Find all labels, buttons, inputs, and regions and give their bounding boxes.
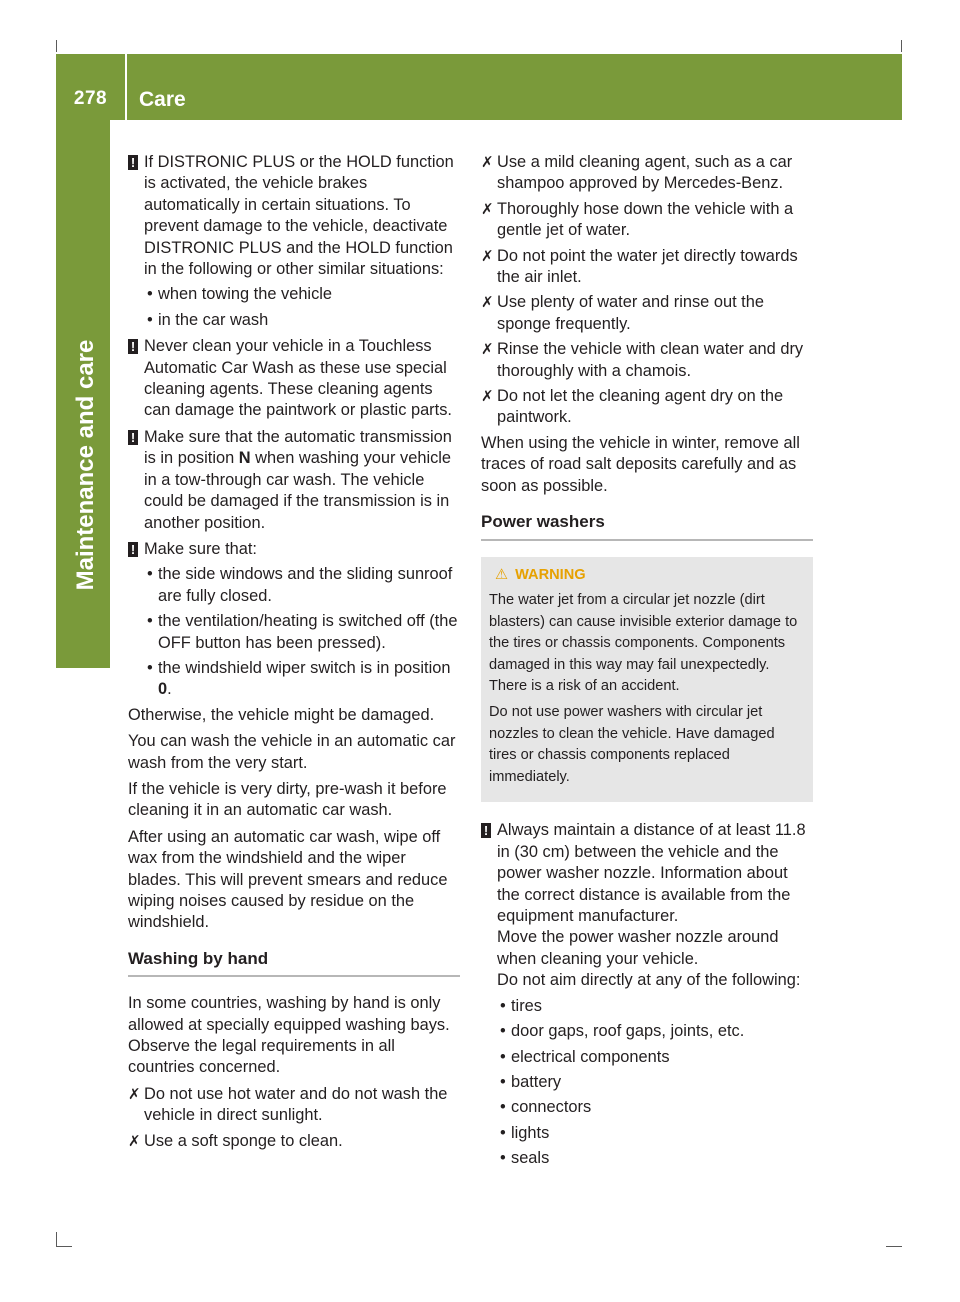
text-run: . (167, 680, 172, 699)
list-item: • when towing the vehicle (144, 284, 460, 305)
note-text: Never clean your vehicle in a Touchless Automatic Car Wash as these use special cleaning agents. These cleaning agents can damage the paintwork or plastic parts. (144, 337, 452, 420)
switch-position: 0 (158, 680, 168, 699)
warning-triangle-icon: ⚠ (495, 566, 509, 583)
section-heading: Washing by hand (128, 948, 460, 977)
step-text: Thoroughly hose down the vehicle with a gentle jet of water. (497, 199, 794, 240)
step-arrow-icon: ✗ (128, 1085, 141, 1103)
note-text (144, 427, 460, 534)
caution-note (128, 539, 460, 726)
note-text: Make sure that: (144, 539, 257, 558)
caution-note (481, 820, 813, 1169)
section-heading: Power washers (481, 511, 813, 540)
paragraph: You can wash the vehicle in an automatic car wash from the very start. (128, 732, 456, 772)
list-item: • tires (497, 996, 813, 1017)
exclamation-icon: ! (128, 155, 138, 170)
step-arrow-icon: ✗ (128, 1132, 141, 1150)
paragraph: If the vehicle is very dirty, pre-wash it before cleaning it in an automatic car wash. (128, 779, 447, 820)
paragraph: After using an automatic car wash, wipe off wax from the windshield and the wiper blades. This will prevent smears and reduce wiping noises caused by residue on the windshield. (128, 827, 448, 932)
list-item (144, 658, 460, 701)
step-arrow-icon: ✗ (481, 200, 494, 218)
instruction-step (481, 292, 813, 335)
note-text: Always maintain a distance of at least 11.8 in (30 cm) between the vehicle and the power washer nozzle. Information about the correct distance is available from the equipment manufacturer. (497, 821, 806, 926)
caution-note (128, 336, 460, 422)
instruction-step (481, 152, 813, 195)
step-text: Use a soft sponge to clean. (144, 1131, 343, 1150)
step-text: Do not use hot water and do not wash the vehicle in direct sunlight. (144, 1084, 448, 1125)
exclamation-icon: ! (128, 430, 138, 445)
warning-title (489, 565, 805, 587)
step-text: Do not let the cleaning agent dry on the paintwork. (497, 387, 784, 427)
crop-mark (901, 40, 902, 52)
note-text: Move the power washer nozzle around when cleaning your vehicle. (497, 928, 779, 968)
warning-text: The water jet from a circular jet nozzle (dirt blasters) can cause invisible exterior damage to the tires or chassis components. Components damaged in this way may fail unexpectedly. There is a risk of an accident. (489, 592, 798, 695)
page-number: 278 (73, 88, 108, 109)
list-item: • lights (497, 1123, 813, 1144)
bullet-list (497, 996, 813, 1170)
crop-mark (886, 1246, 902, 1247)
list-item: • battery (497, 1072, 813, 1093)
exclamation-icon: ! (128, 542, 138, 557)
chapter-label: Maintenance and care (72, 339, 99, 591)
crop-mark (56, 1246, 72, 1247)
instruction-step (481, 386, 813, 429)
step-text: Rinse the vehicle with clean water and dry thoroughly with a chamois. (497, 340, 804, 380)
list-item: • the side windows and the sliding sunroof are fully closed. (144, 564, 460, 607)
instruction-step (481, 199, 813, 242)
exclamation-icon: ! (128, 339, 138, 354)
text-run: the windshield wiper switch is in position (158, 658, 451, 677)
caution-note (128, 152, 460, 331)
step-text: Do not point the water jet directly towards the air inlet. (497, 246, 798, 287)
step-arrow-icon: ✗ (481, 154, 494, 171)
instruction-step (128, 1131, 460, 1152)
step-text: Use plenty of water and rinse out the sponge frequently. (497, 293, 764, 333)
header-divider (125, 54, 127, 120)
instruction-step (481, 339, 813, 382)
caution-note (128, 427, 460, 534)
note-text: Do not aim directly at any of the following: (497, 971, 801, 990)
step-arrow-icon: ✗ (481, 247, 494, 265)
list-item: • connectors (497, 1097, 813, 1118)
list-item: • the ventilation/heating is switched off (the OFF button has been pressed). (144, 611, 460, 654)
exclamation-icon: ! (481, 823, 491, 838)
crop-mark (56, 40, 57, 52)
bullet-list (144, 564, 460, 700)
note-text: If DISTRONIC PLUS or the HOLD function is activated, the vehicle brakes automatically in certain situations. To prevent damage to the vehicle, deactivate DISTRONIC PLUS and the HOLD function in the following or other similar situations: (144, 153, 454, 279)
section-title: Care (139, 88, 186, 111)
instruction-step (128, 1084, 460, 1127)
note-text: Otherwise, the vehicle might be damaged. (128, 705, 435, 724)
list-item: • in the car wash (144, 310, 460, 331)
instruction-step (481, 246, 813, 289)
list-item: • electrical components (497, 1047, 813, 1068)
list-item: • seals (497, 1148, 813, 1169)
paragraph: When using the vehicle in winter, remove all traces of road salt deposits carefully and as soon as possible. (481, 433, 800, 495)
text-run: Make sure that the automatic transmission is in position (144, 427, 452, 468)
warning-box (481, 557, 813, 803)
step-arrow-icon: ✗ (481, 341, 494, 359)
bullet-list (144, 284, 460, 331)
text-run: when washing your vehicle in a tow-through car wash. The vehicle could be damaged if the transmission is in another position. (144, 449, 452, 532)
left-column (128, 152, 460, 1156)
list-item: • door gaps, roof gaps, joints, etc. (497, 1021, 813, 1042)
step-arrow-icon: ✗ (481, 388, 494, 406)
step-arrow-icon: ✗ (481, 294, 494, 312)
paragraph: In some countries, washing by hand is only allowed at specially equipped washing bays. Observe the legal requirements in all countries concerned. (128, 994, 450, 1077)
warning-text: Do not use power washers with circular jet nozzles to clean the vehicle. Have damaged tires or chassis components replaced immediately. (489, 704, 775, 785)
right-column (481, 152, 813, 1175)
step-text: Use a mild cleaning agent, such as a car shampoo approved by Mercedes-Benz. (497, 153, 793, 193)
warning-label: WARNING (515, 566, 586, 583)
crop-mark (56, 1232, 57, 1246)
gear-position: N (238, 449, 251, 468)
